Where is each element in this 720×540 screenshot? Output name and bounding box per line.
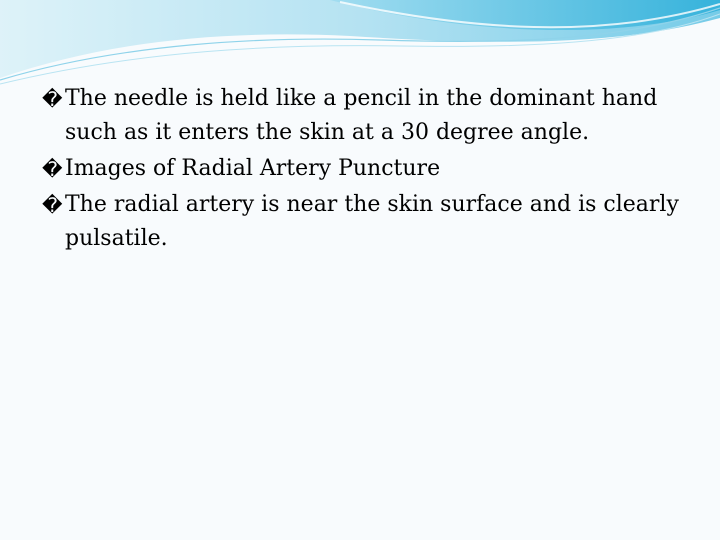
bullet-marker: �: [42, 193, 63, 217]
bullet-text: The needle is held like a pencil in the dominant hand such as it enters the skin at a 30 degree angle.: [65, 86, 658, 145]
bullet-marker: �: [42, 87, 63, 111]
bullet-list: [42, 82, 692, 258]
bullet-text: The radial artery is near the skin surface and is clearly pulsatile.: [65, 192, 679, 251]
bullet-item: [42, 152, 692, 186]
bullet-marker: �: [42, 157, 63, 181]
header-wave-banner: [0, 0, 720, 90]
bullet-text: Images of Radial Artery Puncture: [65, 156, 441, 181]
bullet-item: [42, 188, 692, 256]
bullet-item: [42, 82, 692, 150]
